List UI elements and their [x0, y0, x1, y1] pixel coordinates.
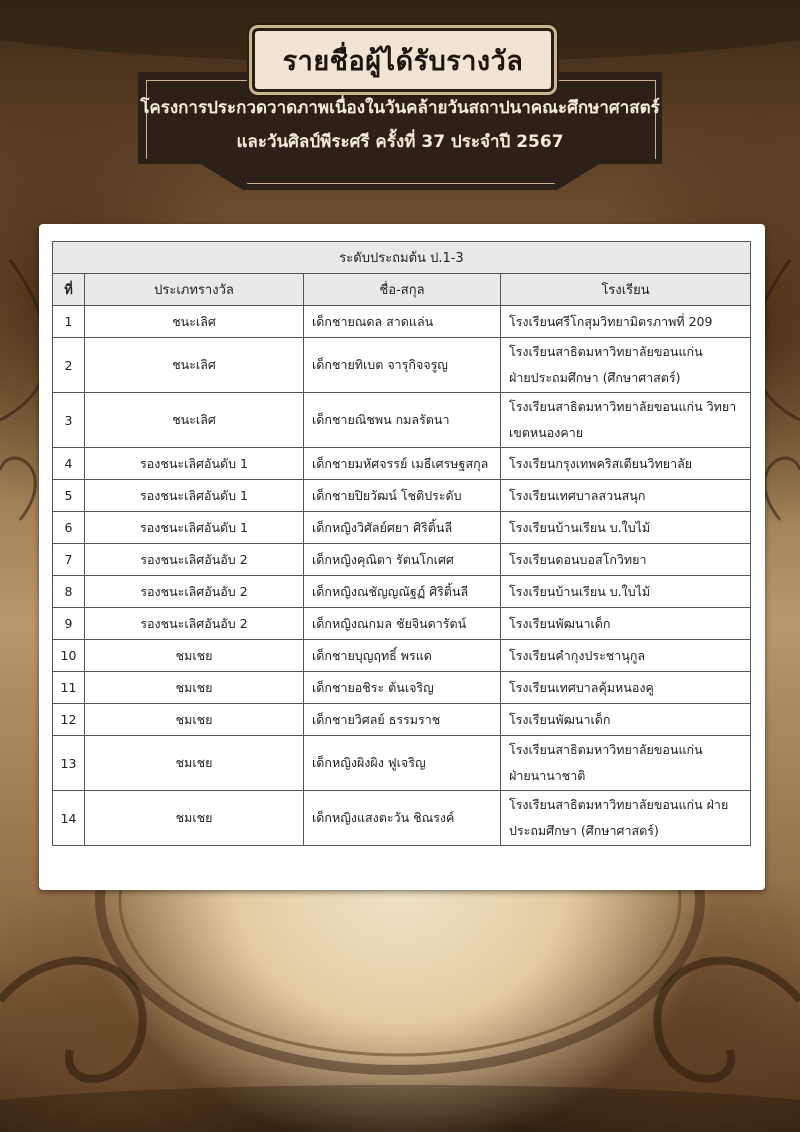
table-row: [53, 704, 751, 736]
table-row: [53, 512, 751, 544]
table-row: [53, 306, 751, 338]
row-school: [501, 704, 751, 736]
row-number: 11: [53, 672, 85, 704]
row-school: [501, 480, 751, 512]
row-school-line-1: โรงเรียนพัฒนาเด็ก: [509, 615, 611, 631]
row-school-line-1: โรงเรียนบ้านเรียน บ.ใบไม้: [509, 583, 651, 599]
column-header-award: ประเภทรางวัล: [85, 274, 304, 306]
row-school: [501, 448, 751, 480]
title-plaque: [252, 28, 554, 92]
table-row: [53, 448, 751, 480]
row-school-line-1: โรงเรียนศรีโกสุมวิทยามิตรภาพที่ 209: [509, 313, 713, 329]
row-school-line-1: โรงเรียนกรุงเทพคริสเตียนวิทยาลัย: [509, 455, 693, 471]
row-award: รองชนะเลิศอันอับ 2: [85, 608, 304, 640]
row-number: 13: [53, 736, 85, 791]
row-award: รองชนะเลิศอันอับ 2: [85, 544, 304, 576]
row-number: 12: [53, 704, 85, 736]
row-award: ชมเชย: [85, 672, 304, 704]
row-name: เด็กหญิงณชัญญณัฐฏ์ ศิริติ้นลี: [304, 576, 501, 608]
page-title: รายชื่อผู้ได้รับรางวัล: [282, 45, 524, 77]
table-row: [53, 544, 751, 576]
row-award: ชนะเลิศ: [85, 393, 304, 448]
table-row: [53, 640, 751, 672]
row-name: เด็กชายณิชพน กมลรัตนา: [304, 393, 501, 448]
column-header-row: [53, 274, 751, 306]
row-number: 1: [53, 306, 85, 338]
winners-table: [52, 241, 751, 846]
row-number: 10: [53, 640, 85, 672]
row-name: เด็กชายอชิระ ต้นเจริญ: [304, 672, 501, 704]
row-school-line-2: ฝ่ายประถมศึกษา (ศึกษาศาสตร์): [509, 370, 681, 385]
row-school-line-1: โรงเรียนเทศบาลคุ้มหนองคู: [509, 679, 654, 695]
row-school: [501, 544, 751, 576]
table-row: [53, 338, 751, 393]
row-award: ชมเชย: [85, 791, 304, 846]
table-row: [53, 480, 751, 512]
table-row: [53, 736, 751, 791]
column-header-number: ที่: [53, 274, 85, 306]
table-row: [53, 608, 751, 640]
subtitle-line-2: และวันศิลป์พีระศรี ครั้งที่ 37 ประจำปี 2567: [236, 132, 564, 152]
row-school-line-1: โรงเรียนสาธิตมหาวิทยาลัยขอนแก่น ฝ่าย: [509, 797, 729, 812]
row-school: [501, 338, 751, 393]
column-header-name: ชื่อ-สกุล: [304, 274, 501, 306]
row-number: 3: [53, 393, 85, 448]
row-school-line-2: ฝ่ายนานาชาติ: [509, 768, 586, 783]
row-award: รองชนะเลิศอันดับ 1: [85, 448, 304, 480]
table-row: [53, 791, 751, 846]
level-label: ระดับประถมต้น ป.1-3: [53, 242, 751, 274]
row-name: เด็กชายวิศลย์ ธรรมราช: [304, 704, 501, 736]
row-name: เด็กชายทิเบต จารุกิจจรูญ: [304, 338, 501, 393]
table-row: [53, 672, 751, 704]
column-header-school: โรงเรียน: [501, 274, 751, 306]
row-school-line-1: โรงเรียนดอนบอสโกวิทยา: [509, 551, 647, 567]
row-school-line-2: เขตหนองคาย: [509, 425, 584, 440]
row-number: 4: [53, 448, 85, 480]
row-school: [501, 791, 751, 846]
row-name: เด็กชายมหัศจรรย์ เมธีเศรษฐสกุล: [304, 448, 501, 480]
row-award: รองชนะเลิศอันดับ 1: [85, 512, 304, 544]
row-number: 7: [53, 544, 85, 576]
row-award: ชมเชย: [85, 704, 304, 736]
row-school: [501, 736, 751, 791]
row-number: 5: [53, 480, 85, 512]
row-school-line-1: โรงเรียนบ้านเรียน บ.ใบไม้: [509, 519, 651, 535]
row-award: ชมเชย: [85, 736, 304, 791]
row-number: 6: [53, 512, 85, 544]
results-card: [39, 224, 765, 890]
row-school: [501, 512, 751, 544]
row-name: เด็กหญิงแสงตะวัน ชิณรงค์: [304, 791, 501, 846]
row-school: [501, 576, 751, 608]
table-row: [53, 393, 751, 448]
row-number: 2: [53, 338, 85, 393]
row-school-line-1: โรงเรียนเทศบาลสวนสนุก: [509, 487, 646, 503]
row-name: เด็กหญิงผิงผิง ฟูเจริญ: [304, 736, 501, 791]
subtitle-line-1: โครงการประกวดวาดภาพเนื่องในวันคล้ายวันสถาปนาคณะศึกษาศาสตร์: [140, 98, 660, 118]
row-award: ชนะเลิศ: [85, 306, 304, 338]
row-number: 14: [53, 791, 85, 846]
row-school: [501, 640, 751, 672]
row-number: 9: [53, 608, 85, 640]
table-row: [53, 576, 751, 608]
row-name: เด็กชายณดล สาดแล่น: [304, 306, 501, 338]
row-school: [501, 672, 751, 704]
row-name: เด็กชายบุญฤทธิ์ พรแด: [304, 640, 501, 672]
row-name: เด็กหญิงวิศัลย์ศยา ศิริติ้นลี: [304, 512, 501, 544]
row-school-line-1: โรงเรียนสาธิตมหาวิทยาลัยขอนแก่น วิทยา: [509, 399, 737, 414]
row-name: เด็กหญิงคุณิตา รัตนโกเศศ: [304, 544, 501, 576]
row-school: [501, 393, 751, 448]
row-school: [501, 608, 751, 640]
row-award: ชนะเลิศ: [85, 338, 304, 393]
row-school-line-1: โรงเรียนสาธิตมหาวิทยาลัยขอนแก่น: [509, 344, 703, 359]
row-school: [501, 306, 751, 338]
row-award: รองชนะเลิศอันดับ 1: [85, 480, 304, 512]
row-award: ชมเชย: [85, 640, 304, 672]
row-name: เด็กหญิงณกมล ชัยจินดารัตน์: [304, 608, 501, 640]
row-school-line-1: โรงเรียนพัฒนาเด็ก: [509, 711, 611, 727]
row-school-line-1: โรงเรียนสาธิตมหาวิทยาลัยขอนแก่น: [509, 742, 703, 757]
row-number: 8: [53, 576, 85, 608]
row-school-line-1: โรงเรียนคำกุงประชานุกูล: [509, 647, 646, 663]
level-header-row: [53, 242, 751, 274]
row-award: รองชนะเลิศอันอับ 2: [85, 576, 304, 608]
row-name: เด็กชายปิยวัฒน์ โชติประดับ: [304, 480, 501, 512]
row-school-line-2: ประถมศึกษา (ศึกษาศาสตร์): [509, 823, 659, 838]
